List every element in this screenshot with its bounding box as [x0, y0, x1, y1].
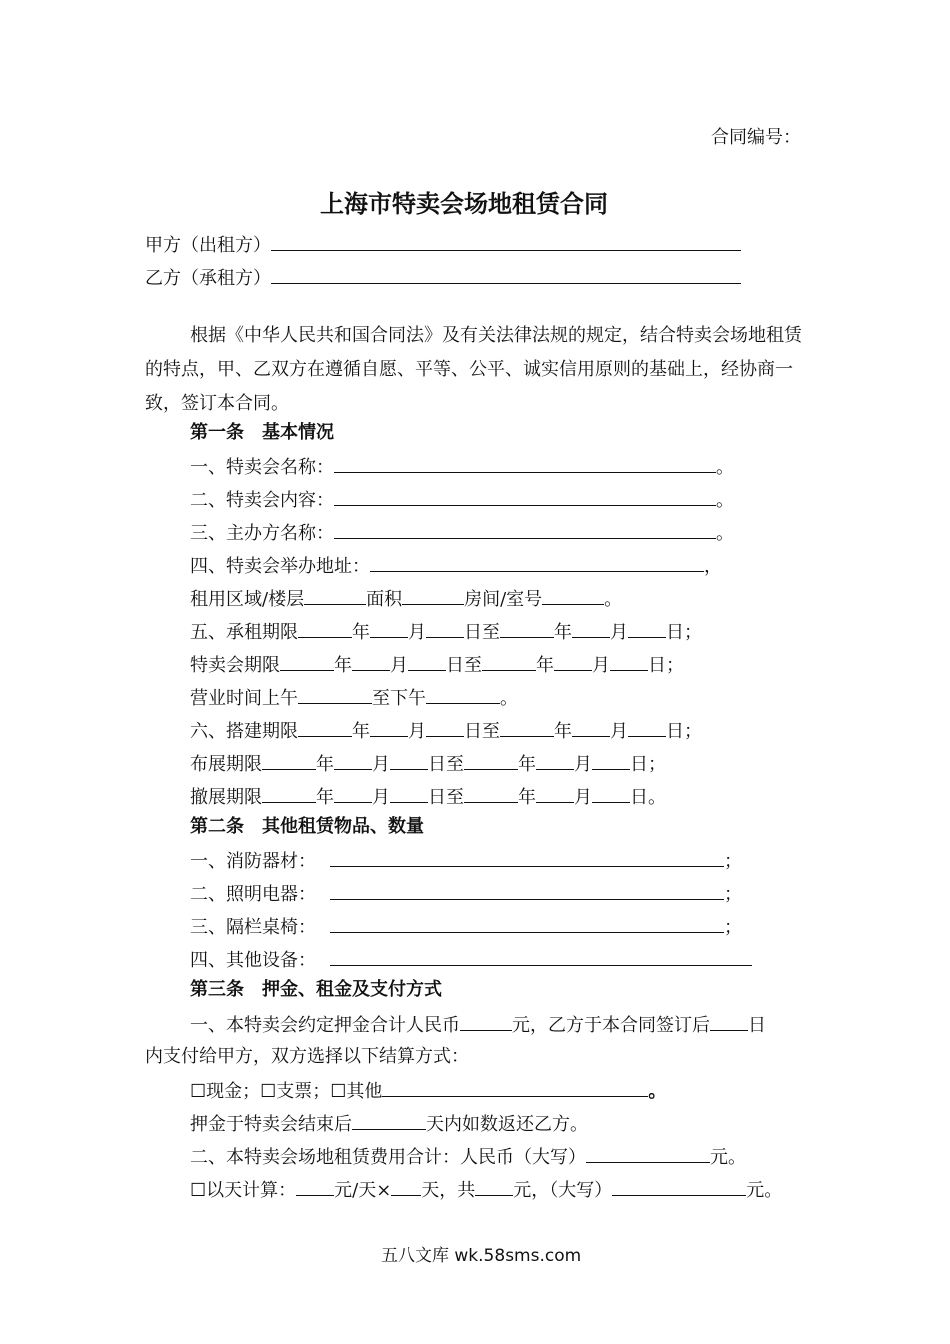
- organizer-label: 三、主办方名称：: [190, 523, 334, 544]
- area-end: 。: [604, 589, 623, 610]
- setup-period-row: [190, 751, 666, 777]
- fire-end: ；: [724, 851, 742, 872]
- article-1-heading: 第一条 基本情况: [190, 422, 334, 443]
- fence-label: 三、隔栏桌椅：: [190, 917, 316, 938]
- bp-d: 日: [666, 721, 684, 742]
- area-size-label: 面积: [366, 589, 403, 610]
- area-size-blank[interactable]: [402, 586, 464, 605]
- su-m1: 月: [372, 754, 390, 775]
- article-3-heading: 第三条 押金、租金及支付方式: [190, 979, 442, 1000]
- organizer-end: 。: [716, 523, 734, 544]
- rental-fee-row: [190, 1144, 746, 1170]
- daily-total-label: 天，共: [421, 1180, 476, 1201]
- address-label: 四、特卖会举办地址：: [190, 556, 370, 577]
- lease-start-year[interactable]: [298, 619, 352, 638]
- party-a-blank[interactable]: [271, 232, 741, 251]
- address-end: ，: [704, 556, 722, 577]
- build-end-day[interactable]: [628, 718, 666, 737]
- fence-row: [190, 914, 742, 940]
- sale-name-row: [190, 454, 734, 480]
- teardown-start-year[interactable]: [262, 784, 316, 803]
- fire-equipment-blank[interactable]: [330, 848, 724, 867]
- area-blank[interactable]: [304, 586, 366, 605]
- sale-content-row: [190, 487, 734, 513]
- daily-rate-unit: 元/天×: [334, 1180, 392, 1201]
- fire-equipment-row: [190, 848, 742, 874]
- fence-blank[interactable]: [330, 914, 724, 933]
- sale-name-label: 一、特卖会名称：: [190, 457, 334, 478]
- td-end: 。: [648, 787, 666, 808]
- bp-y2: 年: [554, 721, 572, 742]
- lighting-row: [190, 881, 742, 907]
- sp-d: 日: [648, 655, 666, 676]
- sale-period-row: [190, 652, 684, 678]
- rental-fee-blank[interactable]: [586, 1144, 710, 1163]
- td-y2: 年: [518, 787, 536, 808]
- fire-equipment-label: 一、消防器材：: [190, 851, 316, 872]
- build-period-row: [190, 718, 702, 744]
- other-method-blank[interactable]: [382, 1078, 648, 1097]
- lease-end-month[interactable]: [572, 619, 610, 638]
- sale-end-month[interactable]: [554, 652, 592, 671]
- lease-period-row: [190, 619, 702, 645]
- teardown-end-month[interactable]: [536, 784, 574, 803]
- sale-content-label: 二、特卖会内容：: [190, 490, 334, 511]
- teardown-period-row: [190, 784, 666, 810]
- sale-end-year[interactable]: [482, 652, 536, 671]
- build-end-year[interactable]: [500, 718, 554, 737]
- su-end: ；: [648, 754, 666, 775]
- sale-start-year[interactable]: [280, 652, 334, 671]
- refund-days-blank[interactable]: [352, 1111, 426, 1130]
- deposit-amount-blank[interactable]: [460, 1012, 512, 1031]
- footer-watermark: 五八文库 wk.58sms.com: [381, 1246, 582, 1266]
- su-m2: 月: [574, 754, 592, 775]
- daily-total-blank[interactable]: [475, 1177, 513, 1196]
- sale-content-end: 。: [716, 490, 734, 511]
- lp-m1: 月: [408, 622, 426, 643]
- td-d: 日: [630, 787, 648, 808]
- lp-end: ；: [684, 622, 702, 643]
- setup-end-year[interactable]: [464, 751, 518, 770]
- build-period-label: 六、搭建期限: [190, 721, 298, 742]
- lp-m2: 月: [610, 622, 628, 643]
- deposit-after-label: 元，乙方于本合同签订后: [512, 1015, 710, 1036]
- build-end-month[interactable]: [572, 718, 610, 737]
- setup-end-day[interactable]: [592, 751, 630, 770]
- bp-m2: 月: [610, 721, 628, 742]
- daily-uppercase-label: 元，（大写）: [513, 1180, 613, 1201]
- lp-d: 日: [666, 622, 684, 643]
- rental-fee-unit: 元。: [710, 1147, 746, 1168]
- address-row: [190, 553, 722, 579]
- lease-end-day[interactable]: [628, 619, 666, 638]
- rental-fee-label: 二、本特卖会场地租赁费用合计：人民币（大写）: [190, 1147, 586, 1168]
- area-row: [190, 586, 622, 612]
- lease-end-year[interactable]: [500, 619, 554, 638]
- su-d: 日: [630, 754, 648, 775]
- other-equipment-blank[interactable]: [330, 947, 752, 966]
- sp-dt: 日至: [446, 655, 482, 676]
- lease-period-label: 五、承租期限: [190, 622, 298, 643]
- room-blank[interactable]: [542, 586, 604, 605]
- lighting-blank[interactable]: [330, 881, 724, 900]
- lp-y1: 年: [352, 622, 370, 643]
- sale-name-end: 。: [716, 457, 734, 478]
- td-dt: 日至: [428, 787, 464, 808]
- daily-rate-row: [190, 1177, 782, 1203]
- teardown-period-label: 撤展期限: [190, 787, 262, 808]
- address-blank[interactable]: [370, 553, 704, 572]
- teardown-end-day[interactable]: [592, 784, 630, 803]
- other-method-checkbox[interactable]: ☐其他: [330, 1081, 383, 1102]
- article-2-heading: 第二条 其他租赁物品、数量: [190, 816, 424, 837]
- sp-m1: 月: [390, 655, 408, 676]
- setup-period-label: 布展期限: [190, 754, 262, 775]
- hours-pm-label: 至下午: [372, 688, 426, 709]
- party-a-row: [145, 232, 741, 258]
- lighting-label: 二、照明电器：: [190, 884, 316, 905]
- area-label: 租用区域/楼层: [190, 589, 305, 610]
- hours-am-label: 营业时间上午: [190, 688, 298, 709]
- deposit-days-blank[interactable]: [710, 1012, 748, 1031]
- sale-name-blank[interactable]: [334, 454, 716, 473]
- other-equipment-row: [190, 947, 752, 973]
- lease-start-day[interactable]: [426, 619, 464, 638]
- organizer-row: [190, 520, 734, 546]
- bp-m1: 月: [408, 721, 426, 742]
- lighting-end: ；: [724, 884, 742, 905]
- sp-y1: 年: [334, 655, 352, 676]
- lease-start-month[interactable]: [370, 619, 408, 638]
- organizer-blank[interactable]: [334, 520, 716, 539]
- other-equipment-label: 四、其他设备：: [190, 950, 316, 971]
- intro-paragraph: 根据《中华人民共和国合同法》及有关法律法规的规定，结合特卖会场地租赁的特点，甲、乙双方在遵循自愿、平等、公平、诚实信用原则的基础上，经协商一致，签订本合同。: [145, 325, 802, 414]
- sale-start-day[interactable]: [408, 652, 446, 671]
- hours-end: 。: [500, 688, 518, 709]
- bp-y1: 年: [352, 721, 370, 742]
- td-m1: 月: [372, 787, 390, 808]
- daily-rate-checkbox[interactable]: ☐以天计算：: [190, 1180, 297, 1201]
- daily-end: 元。: [746, 1180, 783, 1201]
- td-y1: 年: [316, 787, 334, 808]
- hours-pm-blank[interactable]: [426, 685, 500, 704]
- daily-days-blank[interactable]: [391, 1177, 421, 1196]
- deposit-row: [190, 1012, 766, 1038]
- business-hours-row: [190, 685, 518, 711]
- su-y1: 年: [316, 754, 334, 775]
- sale-end-day[interactable]: [610, 652, 648, 671]
- daily-uppercase-blank[interactable]: [612, 1177, 746, 1196]
- cheque-checkbox[interactable]: ☐支票；: [260, 1081, 331, 1102]
- teardown-end-year[interactable]: [464, 784, 518, 803]
- party-a-label: 甲方（出租方）: [145, 235, 271, 256]
- deposit-day-unit: 日: [748, 1015, 766, 1036]
- room-label: 房间/室号: [464, 589, 543, 610]
- deposit-label: 一、本特卖会约定押金合计人民币: [190, 1015, 460, 1036]
- sp-m2: 月: [592, 655, 610, 676]
- party-b-blank[interactable]: [271, 265, 741, 284]
- lp-dt: 日至: [464, 622, 500, 643]
- setup-start-year[interactable]: [262, 751, 316, 770]
- refund-row: [190, 1111, 588, 1137]
- sp-y2: 年: [536, 655, 554, 676]
- setup-start-month[interactable]: [334, 751, 372, 770]
- sp-end: ；: [666, 655, 684, 676]
- build-start-month[interactable]: [370, 718, 408, 737]
- page-title: 上海市特卖会场地租赁合同: [320, 190, 608, 218]
- teardown-start-month[interactable]: [334, 784, 372, 803]
- daily-rate-blank[interactable]: [296, 1177, 334, 1196]
- cash-checkbox[interactable]: ☐现金；: [190, 1081, 261, 1102]
- refund-after-label: 天内如数返还乙方。: [426, 1114, 588, 1135]
- fence-end: ；: [724, 917, 742, 938]
- payment-method-row: [190, 1078, 666, 1104]
- teardown-start-day[interactable]: [390, 784, 428, 803]
- deposit-row-cont: 内支付给甲方，双方选择以下结算方式：: [145, 1046, 469, 1067]
- bp-dt: 日至: [464, 721, 500, 742]
- build-start-day[interactable]: [426, 718, 464, 737]
- hours-am-blank[interactable]: [298, 685, 372, 704]
- lp-y2: 年: [554, 622, 572, 643]
- td-m2: 月: [574, 787, 592, 808]
- su-dt: 日至: [428, 754, 464, 775]
- party-b-label: 乙方（承租方）: [145, 268, 271, 289]
- bp-end: ；: [684, 721, 702, 742]
- sale-content-blank[interactable]: [334, 487, 716, 506]
- setup-start-day[interactable]: [390, 751, 428, 770]
- refund-label: 押金于特卖会结束后: [190, 1114, 352, 1135]
- su-y2: 年: [518, 754, 536, 775]
- setup-end-month[interactable]: [536, 751, 574, 770]
- sale-period-label: 特卖会期限: [190, 655, 280, 676]
- contract-number-label: 合同编号：: [711, 127, 801, 148]
- sale-start-month[interactable]: [352, 652, 390, 671]
- payment-end: 。: [648, 1081, 667, 1102]
- party-b-row: [145, 265, 741, 291]
- build-start-year[interactable]: [298, 718, 352, 737]
